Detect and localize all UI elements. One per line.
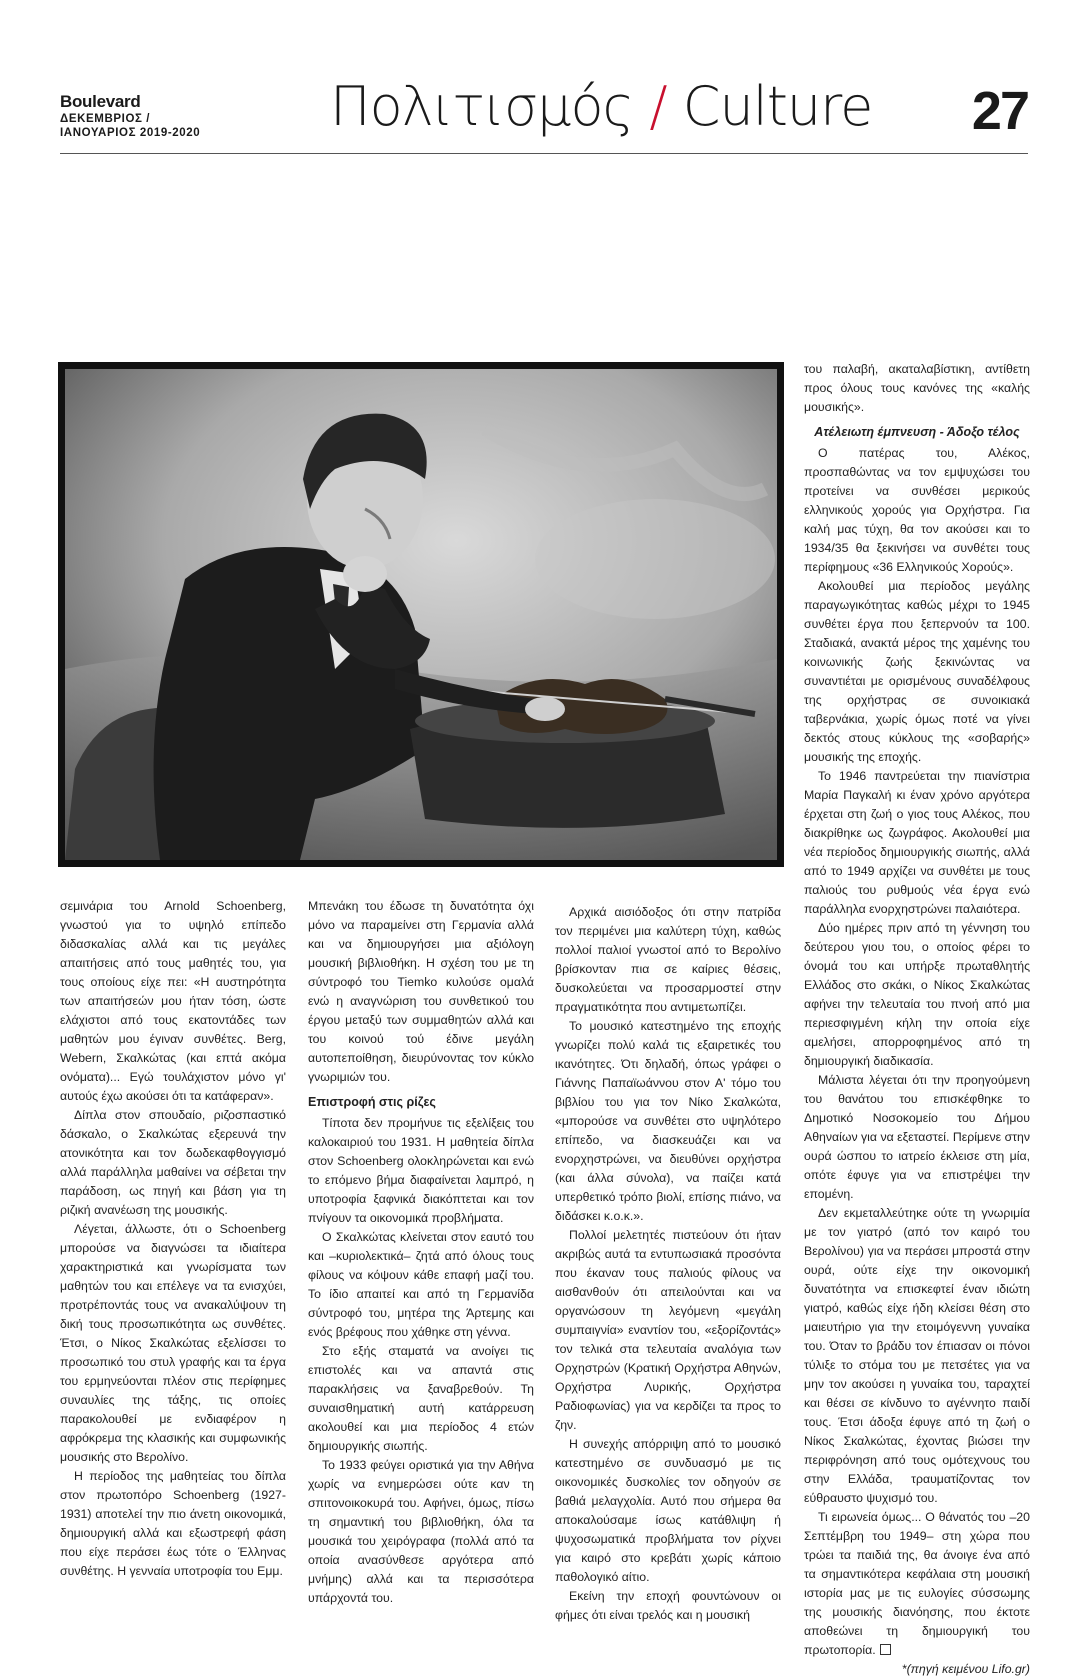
paragraph: Η περίοδος της μαθητείας του δίπλα στον πρωτοπόρο Schoenberg (1927-1931) αποτελεί την πιο άνετη οικονομικά, δημιουργική αλλά και εξωστρεφή φάση που είχε περάσει έως τότε ο Έλληνας συνθέτης. Η γενναία υποτροφία του Εμμ. [60,1469,286,1578]
section-title-greek: Πολιτισμός [330,75,634,138]
article-column-4 [804,360,1030,1679]
paragraph: Δίπλα στον σπουδαίο, ριζοσπαστικό δάσκαλο, ο Σκαλκώτας εξερευνά την ατονικότητα και τον δωδεκαφθογγισμό αλλά παράλληλα μαθαίνει να σέβεται την παράδοση, ως πηγή και βάση για τη ριζική ανανέωση της μουσικής. [60,1108,286,1217]
paragraph: Το μουσικό κατεστημένο της εποχής γνωρίζει πολύ καλά τις εξαιρετικές του ικανότητες. Ότι δηλαδή, όπως γράφει ο Γιάννης Παπαϊωάννου στον Α' τόμο του βιβλίου του για τον Νίκο Σκαλκώτα, «μπορούσε να συνθέτει στο υψηλότερο επίπεδο, να διασκευάζει και να ενορχηστρώνει, να διευθύνει ορχήστρα (και άλλα σύνολα), να παίζει κατά υπερθετικό τρόπο βιολί, επίσης πιάνο, να διδάσκει κ.ο.κ.». [555,1019,781,1223]
paragraph: Λέγεται, άλλωστε, ότι ο Schoenberg μπορούσε να διαγνώσει τα ιδιαίτερα χαρακτηριστικά και γνωρίσματα των μαθητών του και επέλεγε να τα ενισχύει, προτρέποντάς τους να ανακαλύψουν τη δική τους προσωπικότητα ως συνθέτες. Έτσι, ο Νίκος Σκαλκώτας εξελίσσει το προσωπικό του στυλ γραφής και τα έργα του ερμηνεύονται πλέον στις περίφημες συναυλίες της τάξης, τις οποίες παρακολουθεί με ενδιαφέρον η αφρόκρεμα της κλασικής και συμφωνικής μουσικής στο Βερολίνο. [60,1222,286,1464]
paragraph: Το 1946 παντρεύεται την πιανίστρια Μαρία Παγκαλή κι έναν χρόνο αργότερα έρχεται στη ζωή ο γιος τους Αλέκος, που διακρίθηκε ως ζωγράφος. Ακολουθεί μια νέα περίοδος δημιουργικής σιωπής, αλλά από το 1949 αρχίζει να συνθέτει με τους παλιούς του ρυθμούς νέα έργα ενώ παράλληλα ενορχηστρώνει παλαιότερα. [804,769,1030,916]
section-title [330,72,873,142]
paragraph: σεμινάρια του Arnold Schoenberg, γνωστού για το υψηλό επίπεδο διδασκαλίας αλλά και τις μεγάλες απαιτήσεις από τους μαθητές του, για τους οποίους είχε πει: «Η αυστηρότητα των απαιτήσεών μου ήταν τόση, ώστε ελάχιστοι από τους εκατοντάδες των μαθητών μου έγιναν συνθέτες. Berg, Webern, Σκαλκώτας (και επτά ακόμα ονόματα)... Εγώ τουλάχιστον μόνο γι' αυτούς έχω ακούσει ότι τα κατάφεραν». [60,899,286,1103]
paragraph: Δύο ημέρες πριν από τη γέννηση του δεύτερου γιου του, ο οποίος φέρει το όνομά του και υπήρξε πρωταθλητής Ελλάδος στο σκάκι, ο Νίκος Σκαλκώτας αφήνει την τελευταία του πνοή από μια περιεσφιγμένη κήλη την οποία είχε αμελήσει, απορροφημένος από τη δημιουργική διαδικασία. [804,921,1030,1068]
issue-date [60,112,200,140]
final-paragraph-text: Τι ειρωνεία όμως... Ο θάνατός του –20 Σεπτέμβρη του 1949– στη χώρα που τρώει τα παιδιά της, θα άνοιγε ένα από τα σημαντικότερα κεφάλαια στη μουσική ιστορία μας με τις ευλογίες σύσσωμης της μουσικής διανόησης, που έκτοτε αποθεώνει τη δημιουργική του πρωτοπορία. [804,1510,1030,1657]
paragraph: Εκείνη την εποχή φουντώνουν οι φήμες ότι είναι τρελός και η μουσική [555,1589,781,1622]
subheading-return-to-roots: Επιστροφή στις ρίζες [308,1095,436,1109]
paragraph: του παλαβή, ακαταλαβίστικη, αντίθετη προς όλους τους κανόνες της «καλής μουσικής». [804,362,1030,414]
issue-date-line1: ΔΕΚΕΜΒΡΙΟΣ / [60,113,151,125]
article-photo [58,362,784,867]
article-column-2 [308,897,534,1608]
paragraph: Δεν εκμεταλλεύτηκε ούτε τη γνωριμία με τον γιατρό (από τον καιρό του Βερολίνου) για να περάσει μπροστά στην ουρά, ούτε είχε την οικονομική δυνατότητα να επισκεφτεί έναν ιδιώτη γιατρό, καθώς είχε ήδη κλείσει θέση στο μαιευτήριο για την ετοιμόγεννη γυναίκα του. Όταν το βράδυ τον έπιασαν οι πόνοι τύλιξε το στόμα του με πετσέτες για να μην τον ακούσει η γυναίκα του, ταραχτεί και θέσει σε κίνδυνο το αγέννητο παιδί τους. Έτσι άδοξα έφυγε από τη ζωή ο Νίκος Σκαλκώτας, έχοντας βιώσει την περιφρόνηση από τους ομότεχνους του στην Ελλάδα, τραυματίζοντας τον εύθραυστο ψυχισμό του. [804,1206,1030,1505]
source-credit: *(πηγή κειμένου Lifo.gr) [901,1662,1030,1676]
paragraph: Στο εξής σταματά να ανοίγει τις επιστολές και να απαντά στις παρακλήσεις να ξαναβρεθούν. Τη συναισθηματική αυτή κατάρρευση ακολουθεί και μια περίοδος 4 ετών δημιουργικής σιωπής. [308,1344,534,1453]
paragraph: Μάλιστα λέγεται ότι την προηγούμενη του θανάτου του επισκέφθηκε το Δημοτικό Νοσοκομείο του Δήμου Αθηναίων για να εξεταστεί. Περίμενε στην ουρά ώσπου το ιατρείο έκλεισε στη μία, οπότε έφυγε για να επιστρέψει την επομένη. [804,1073,1031,1201]
page-number: 27 [971,81,1028,141]
end-of-article-icon [880,1644,891,1655]
paragraph: Ακολουθεί μια περίοδος μεγάλης παραγωγικότητας καθώς μέχρι το 1945 συνθέτει έργα που ξεπερνούν τα 100. Σταδιακά, ανακτά μέρος της χαμένης του κοινωνικής ζωής ξεκινώντας να συναντιέται με ορισμένους συναδέλφους της ορχήστρας σε συνοικιακά ταβερνάκια, χωρίς όμως ποτέ να γίνει δεκτός στους κύκλους της «σοβαρής» μουσικής της εποχής. [804,579,1030,764]
paragraph: Αρχικά αισιόδοξος ότι στην πατρίδα τον περιμένει μια καλύτερη τύχη, καθώς πολλοί παλιοί γνωστοί από το Βερολίνο βρίσκονταν πια σε καίριες θέσεις, δυσκολεύεται να προσαρμοστεί στην πραγματικότητα που αντιμετωπίζει. [555,905,781,1014]
paragraph: Η συνεχής απόρριψη από το μουσικό κατεστημένο σε συνδυασμό με τις οικονομικές δυσκολίες τον οδηγούν σε βαθιά μελαγχολία. Αυτό που σήμερα θα αποκαλούσαμε ίσως κατάθλιψη ή ψυχοσωματικά προβλήματα τον ρίχνει για καιρό στο κρεβάτι χωρίς κάποιο παθολογικό αίτιο. [555,1437,781,1584]
brand-logo: Boulevard [60,92,141,111]
masthead [60,92,200,140]
header-rule [60,153,1028,154]
section-title-english: Culture [682,75,873,138]
article-column-3 [555,903,781,1625]
paragraph: Μπενάκη του έδωσε τη δυνατότητα όχι μόνο να παραμείνει στη Γερμανία αλλά και να δημιουργήσει μια αξιόλογη μουσική βιβλιοθήκη. Η σχέση του με τη σύντροφό του Tiemko κυλούσε ομαλά ενώ η αναγνώριση του συνθετικού του έργου μεταξύ των συμμαθητών αλλά και του κοινού τού έδινε μεγάλη αυτοπεποίθηση, διευρύνοντας τον κύκλο γνωριμιών του. [308,899,534,1084]
paragraph: Τίποτα δεν προμήνυε τις εξελίξεις του καλοκαιριού του 1931. Η μαθητεία δίπλα στον Schoenberg ολοκληρώνεται και ενώ το επόμενο βήμα διαφαίνεται λαμπρό, η υποτροφία ξαφνικά διακόπτεται και τον πνίγουν τα οικονομικά προβλήματα. [308,1116,534,1225]
subheading-endless-inspiration: Ατέλειωτη έμπνευση - Άδοξο τέλος [814,425,1020,439]
photo-young-violinist [65,369,777,860]
paragraph: Το 1933 φεύγει οριστικά για την Αθήνα χωρίς να ενημερώσει ούτε καν τη σπιτονοικοκυρά του. Αφήνει, όμως, πίσω τη σημαντική του βιβλιοθήκη, όλα τα μουσικά του χειρόγραφα (πολλά από τα οποία ανασύνθεσε αργότερα από μνήμης) αλλά και τα περισσότερα υπάρχοντά του. [308,1458,534,1605]
issue-date-line2: ΙΑΝΟΥΑΡΙΟΣ 2019-2020 [60,127,201,139]
paragraph: Πολλοί μελετητές πιστεύουν ότι ήταν ακριβώς αυτά τα εντυπωσιακά προσόντα που έκαναν τους παλιούς φίλους να αισθανθούν ότι απειλούνται και να οργανώσουν τη λεγόμενη «μεγάλη συμπαιγνία» εναντίον του, «εξορίζοντάς» τον τελικά στα τελευταία αναλόγια των Ορχηστρών (Κρατική Ορχήστρα Αθηνών, Ορχήστρα Λυρικής, Ορχήστρα Ραδιοφωνίας) για να κερδίζει τα προς το ζην. [555,1228,781,1432]
final-paragraph [804,1508,1030,1660]
article-column-1 [60,897,286,1581]
section-title-separator: / [649,75,667,138]
paragraph: Ο Σκαλκώτας κλείνεται στον εαυτό του και –κυριολεκτικά– ζητά από όλους τους φίλους να κόψουν κάθε επαφή μαζί του. Το ίδιο απαιτεί και από τη Γερμανίδα σύντροφό του, μητέρα της Άρτεμης και ενός βρέφους που χάθηκε στη γέννα. [308,1230,534,1339]
paragraph: Ο πατέρας του, Αλέκος, προσπαθώντας να τον εμψυχώσει του προτείνει να συνθέσει μερικούς ελληνικούς χορούς για Ορχήστρα. Για καλή μας τύχη, θα τον ακούσει και το 1934/35 θα ξεκινήσει να συνθέτει τους περίφημους «36 Ελληνικούς Χορούς». [804,446,1030,574]
